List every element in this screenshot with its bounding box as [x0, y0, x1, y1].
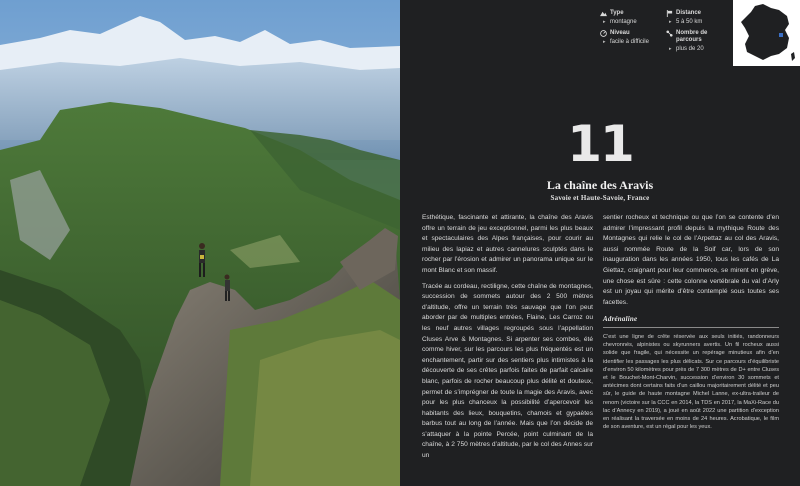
paragraph: Tracée au cordeau, rectiligne, cette chaîne de montagnes, succession de sommets autour des 2 500 mètres d’altitude, offre un terrain très sauvage que l’on peut aborder par de multiples entrées, Flaine, Les Carroz ou les neuf autres villages regroupés sous l’appellation Cluses Arve & Montagnes. Si arpenter ses combes, été comme hiver, sur les parcours les plus fréquentés est un enchantement, partir sur des sentiers plus intimistes à la découverte de ses crêtes parfois faites de parfait calcaire blanc, parfois de rocher beaucoup plus délité et douteux, permet de s’imprégner de toute la magie des Aravis, avec pour les plus chanceux la possibilité d’apercevoir les habitants des lieux, bouquetins, chamois et gypaètes barbus tout au long de l’année. Mais que l’on décide de s’attaquer à la pointe Percée, point culminant de la chaîne, à 2 750 mètres d’altitude, par le col des Annes sur un — [422, 282, 593, 460]
aside-text: C’est une ligne de crête réservée aux seuls initiés, randonneurs chevronnés, alpinistes ou skyrunners avertis. Un fil rocheux aussi solide que fragile, qui nécessite un repérage minutieux afin d’en identifier les passages les plus délicats. Sur ce parcours d’équilibriste d’environ 50 kilomètres pour près de 7 300 mètres de D+ entre Cluses et le Bouchet-Mont-Charvin, succession d’environ 30 sommets et antécimes dont certains faits d’un caillou majoritairement délité et peu sûr, le guide de haute montagne Michel Lanne, ex-ultra-traileur de renom (victoire sur la CCC en 2014, la TDS en 2017, la MaXi-Race du lac d’Annecy en 2019), a joué en août 2022 une partition d’exception en réalisant la traversée en moins de 24 heures. Acrobatique, le film de son aventure, est un régal pour les yeux. — [603, 333, 779, 431]
route-icon — [666, 30, 673, 37]
type-info — [600, 10, 662, 26]
body-column-left — [422, 213, 593, 467]
parcours-value: ▸ plus de 20 — [666, 46, 728, 53]
text-page — [400, 0, 800, 486]
type-label: Type — [610, 10, 624, 16]
paragraph: sentier rocheux et technique ou que l’on se contente d’en admirer l’impressant profil depuis la mythique Route des Montagnes qui relie le col de l’Arpettaz au col des Aravis, aussi nommée Route de la Soif car, lors de son inauguration dans les années 1950, tous les cafés de La Giettaz, craignant pour leur commerce, se mirent en grève, une chose est sûre : cette colonne vertébrale du val d’Arly est un joyau qui mérite d’être contemplé sous toutes ses facettes. — [603, 214, 779, 306]
parcours-label: Nombre de parcours — [676, 30, 708, 43]
aside-divider — [603, 327, 779, 328]
page-subtitle: Savoie et Haute-Savoie, France — [550, 194, 650, 202]
gauge-icon — [600, 30, 607, 37]
distance-label: Distance — [676, 10, 702, 16]
mountain-icon — [600, 10, 607, 17]
france-map — [733, 0, 800, 66]
type-value: ▸ montagne — [600, 19, 662, 26]
niveau-value: ▸ facile à difficile — [600, 39, 662, 46]
paragraph: Esthétique, fascinante et attirante, la chaîne des Aravis offre un terrain de jeu exceptionnel, parmi les plus beaux et spectaculaires des Alpes françaises, pour courir au milieu des lapiaz et autres cannelures sculptés dans le rocher par l’érosion et admirer un panorama unique sur le mont Blanc et son massif. — [422, 214, 593, 274]
chapter-number: 11 — [567, 115, 633, 173]
distance-value: ▸ 5 à 50 km — [666, 19, 728, 26]
body-column-right — [603, 213, 779, 431]
parcours-info — [666, 30, 728, 53]
location-marker — [779, 33, 783, 37]
aside-title: Adrénaline — [603, 315, 638, 324]
page-title: La chaîne des Aravis — [546, 178, 654, 192]
niveau-info — [600, 30, 662, 46]
niveau-label: Niveau — [610, 30, 630, 36]
flag-icon — [666, 10, 673, 17]
distance-info — [666, 10, 728, 26]
